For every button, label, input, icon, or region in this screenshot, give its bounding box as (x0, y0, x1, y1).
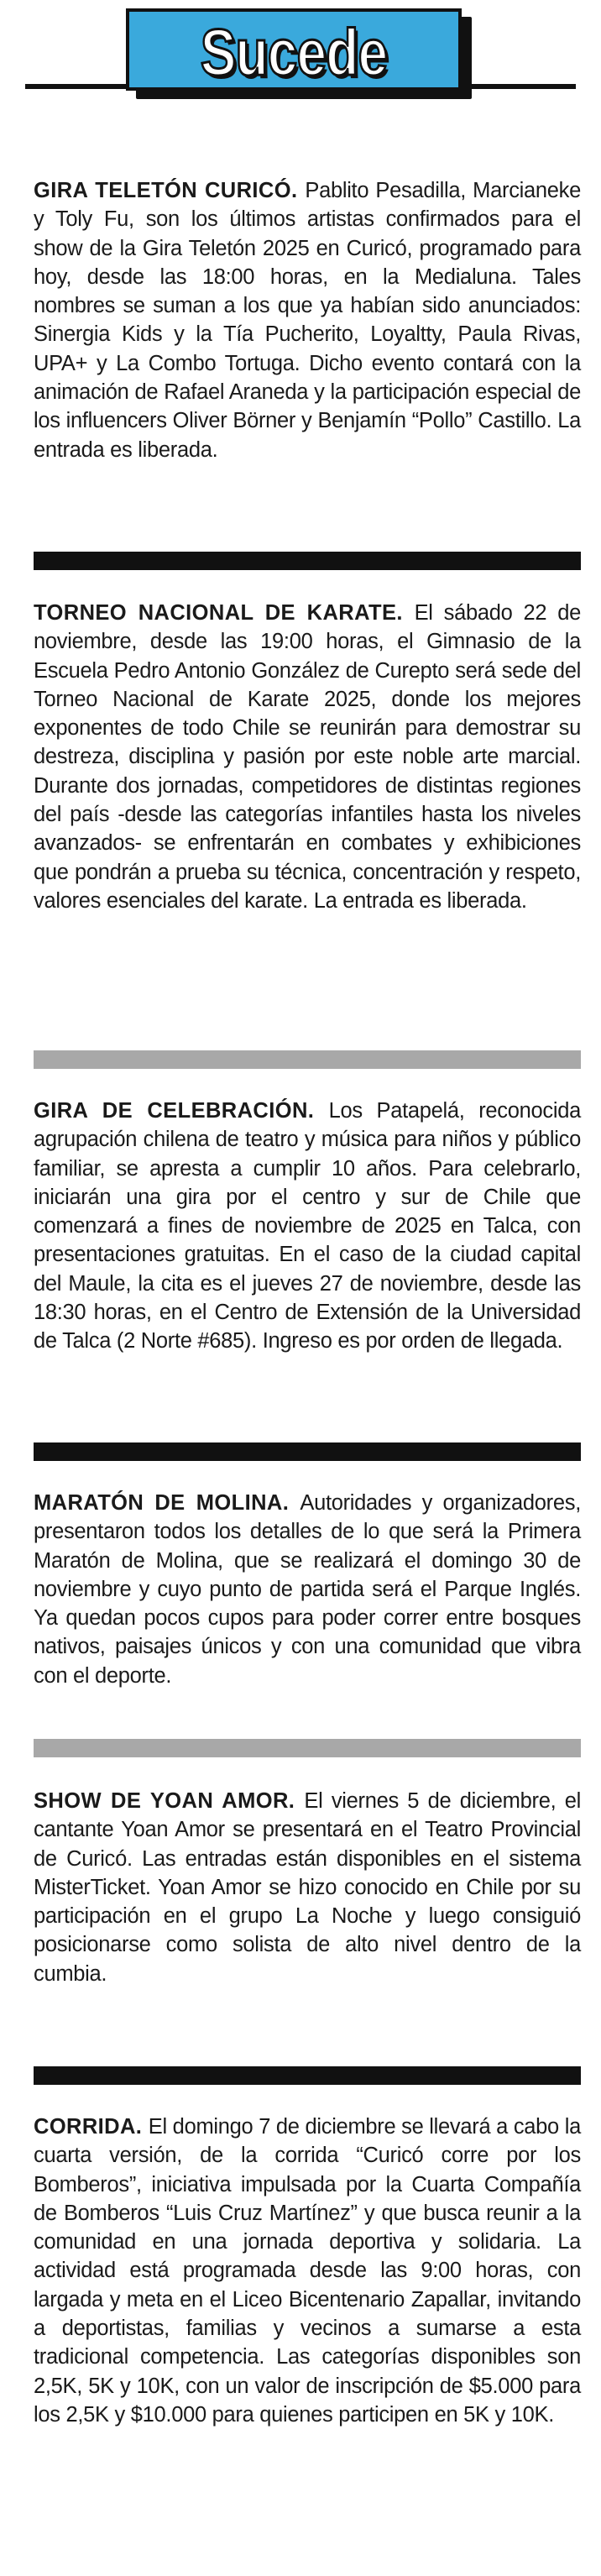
article-headline: CORRIDA. (34, 2115, 149, 2139)
article-headline: GIRA TELETÓN CURICÓ. (34, 179, 306, 202)
article-torneo-karate (34, 599, 581, 915)
divider (34, 1739, 581, 1757)
article-show-yoan-amor (34, 1787, 581, 1988)
section-title: Sucede (200, 15, 388, 89)
masthead-box (126, 8, 462, 91)
article-gira-teleton (34, 176, 581, 464)
article-headline: TORNEO NACIONAL DE KARATE. (34, 601, 415, 625)
article-maraton-molina (34, 1489, 581, 1690)
article-body: El viernes 5 de diciembre, el cantante Yoan Amor se presentará en el Teatro Provincial de Curicó. Las entradas están disponibles en el sistema MisterTicket. Yoan Amor se hizo conocido en Chile por su participación en el grupo La Noche y luego consiguió posicionarse como solista de alto nivel dentro de la cumbia. (34, 1789, 581, 1986)
masthead (0, 0, 601, 99)
article-headline: GIRA DE CELEBRACIÓN. (34, 1099, 329, 1123)
article-headline: MARATÓN DE MOLINA. (34, 1491, 300, 1515)
article-body: El domingo 7 de diciembre se llevará a cabo la cuarta versión, de la corrida “Curicó corre por los Bomberos”, iniciativa impulsada por la Cuarta Compañía de Bomberos “Luis Cruz Martínez” y que busca reunir a la comunidad en una jornada deportiva y solidaria. La actividad está programada desde las 9:00 horas, con largada y meta en el Liceo Bicentenario Zapallar, invitando a deportistas, familias y vecinos a sumarse a esta tradicional competencia. Las categorías disponibles son 2,5K, 5K y 10K, con un valor de inscripción de $5.000 para los 2,5K y $10.000 para quienes participen en 5K y 10K. (34, 2115, 581, 2427)
article-corrida (34, 2113, 581, 2429)
article-gira-celebracion (34, 1097, 581, 1356)
article-body: El sábado 22 de noviembre, desde las 19:00 horas, el Gimnasio de la Escuela Pedro Antonio González de Curepto será sede del Torneo Nacional de Karate 2025, donde los mejores exponentes de todo Chile se reunirán para demostrar su destreza, disciplina y pasión por este noble arte marcial. Durante dos jornadas, competidores de distintas regiones del país -desde las categorías infantiles hasta los niveles avanzados- se enfrentarán en combates y exhibiciones que pondrán a prueba su técnica, concentración y respeto, valores esenciales del karate. La entrada es liberada. (34, 601, 581, 913)
article-body: Pablito Pesadilla, Marcianeke y Toly Fu, son los últimos artistas confirmados para el show de la Gira Teletón 2025 en Curicó, programado para hoy, desde las 18:00 horas, en la Medialuna. Tales nombres se suman a los que ya habían sido anunciados: Sinergia Kids y la Tía Pucherito, Loyaltty, Paula Rivas, UPA+ y La Combo Tortuga. Dicho evento contará con la animación de Rafael Araneda y la participación especial de los influencers Oliver Börner y Benjamín “Pollo” Castillo. La entrada es liberada. (34, 179, 581, 462)
article-body: Los Patapelá, reconocida agrupación chilena de teatro y música para niños y público familiar, se apresta a cumplir 10 años. Para celebrarlo, iniciarán una gira por el centro y sur de Chile que comenzará a fines de noviembre de 2025 en Talca, con presentaciones gratuitas. En el caso de la ciudad capital del Maule, la cita es el jueves 27 de noviembre, desde las 18:30 horas, en el Centro de Extensión de la Universidad de Talca (2 Norte #685). Ingreso es por orden de llegada. (34, 1099, 581, 1353)
divider (34, 2066, 581, 2085)
article-body: Autoridades y organizadores, presentaron todos los detalles de lo que será la Primera Maratón de Molina, que se realizará el domingo 30 de noviembre y cuyo punto de partida será el Parque Inglés. Ya quedan pocos cupos para poder correr entre bosques nativos, paisajes únicos y con una comunidad que vibra con el deporte. (34, 1491, 581, 1688)
divider (34, 1442, 581, 1461)
divider (34, 1050, 581, 1069)
article-headline: SHOW DE YOAN AMOR. (34, 1789, 305, 1813)
divider (34, 552, 581, 570)
